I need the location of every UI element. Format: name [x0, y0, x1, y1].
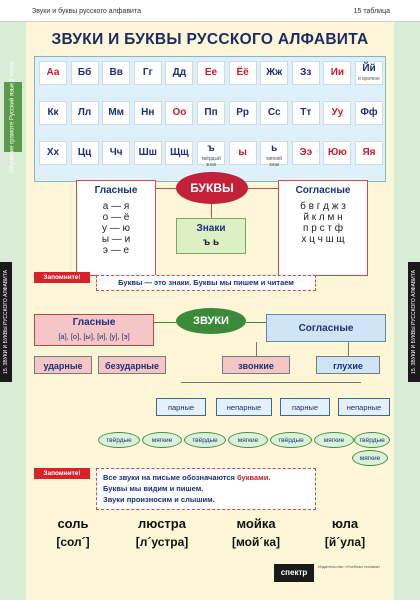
alphabet-letter: [355, 61, 383, 85]
stressed-tag: ударные: [34, 356, 92, 374]
alphabet-letter: [102, 61, 130, 85]
alphabet-letter: [71, 101, 99, 125]
word-text: мойка: [236, 516, 276, 531]
connector-line: [348, 342, 349, 356]
sounds-center-oval: ЗВУКИ: [176, 308, 246, 334]
left-edge-label: [0, 262, 12, 382]
letter-text: Сс: [267, 107, 281, 118]
letter-text: Нн: [141, 107, 155, 118]
vowel-sounds-title: Гласные: [72, 317, 116, 328]
hard-oval-3: твёрдые: [270, 432, 312, 448]
vowel-sounds-banner: [34, 314, 154, 346]
letter-note: твёрдый знак: [201, 156, 221, 168]
main-area: [26, 22, 394, 600]
consonant-letters-box: [278, 180, 368, 276]
letter-text: Пп: [204, 107, 218, 118]
alphabet-letter: [292, 141, 320, 165]
connector-line: [211, 204, 212, 218]
remember-text-2: [96, 468, 316, 510]
alphabet-letter: [355, 141, 383, 165]
alphabet-letter: [71, 61, 99, 85]
header: [0, 0, 420, 22]
word-text: люстра: [138, 516, 186, 531]
vowel-sounds-list: [а], [о], [ы], [и], [у], [э]: [58, 332, 130, 341]
letter-text: Жж: [266, 67, 283, 78]
alphabet-letter: [165, 101, 193, 125]
consonant-letters-list: б в г д ж з й к л м н п р с т ф х ц ч ш щ: [300, 201, 346, 245]
soft-oval-4: мягкие: [352, 450, 388, 466]
page-title: ЗВУКИ И БУКВЫ РУССКОГО АЛФАВИТА: [51, 31, 369, 48]
unstressed-tag: безударные: [98, 356, 166, 374]
unpaired-pill-1: непарные: [216, 398, 272, 416]
example-word: [122, 516, 202, 549]
alphabet-letter: [292, 101, 320, 125]
letters-center-oval: БУКВЫ: [176, 172, 248, 204]
alphabet-letter: [292, 61, 320, 85]
connector-line: [181, 382, 361, 383]
letter-text: Цц: [77, 147, 92, 158]
consonant-letters-title: Согласные: [295, 185, 351, 196]
alphabet-letter: [229, 61, 257, 85]
remember2-line1b: буквами.: [237, 473, 271, 482]
word-transcription: [мой´ка]: [231, 535, 281, 549]
letter-text: Уу: [331, 107, 344, 118]
signs-title: Знаки: [196, 223, 226, 234]
paired-pill-2: парные: [280, 398, 330, 416]
letter-text: Ээ: [299, 147, 313, 158]
vowel-letters-box: [76, 180, 156, 276]
hard-oval-1: твёрдые: [98, 432, 140, 448]
publisher-logo: спектр: [274, 564, 314, 582]
letter-text: Щщ: [170, 147, 189, 158]
letter-text: ъ: [207, 143, 215, 154]
alphabet-letter: [197, 61, 225, 85]
letter-text: Шш: [138, 147, 157, 158]
alphabet-letter: [39, 101, 67, 125]
word-text: юла: [331, 516, 359, 531]
letter-text: Аа: [46, 67, 60, 78]
letter-text: Бб: [77, 67, 92, 78]
letter-text: Лл: [77, 107, 92, 118]
letter-text: Гг: [142, 67, 153, 78]
letter-text: Ее: [204, 67, 218, 78]
remember2-line2: Буквы мы видим и пишем.: [103, 484, 204, 493]
letter-text: Хх: [46, 147, 60, 158]
soft-oval-2: мягкие: [228, 432, 268, 448]
header-table-number: 15 таблица: [353, 8, 390, 15]
letter-text: Юю: [327, 147, 347, 158]
voiceless-tag: глухие: [316, 356, 380, 374]
letter-text: Фф: [360, 107, 378, 118]
left-edge-text: 15. ЗВУКИ И БУКВЫ РУССКОГО АЛФАВИТА: [3, 270, 9, 374]
letter-text: Тт: [300, 107, 312, 118]
letter-text: Мм: [108, 107, 125, 118]
alphabet-letter: [134, 101, 162, 125]
consonant-sounds-title: Согласные: [298, 323, 354, 334]
alphabet-letter: [323, 61, 351, 85]
letter-text: Яя: [362, 147, 376, 158]
remember-text-1: Буквы — это знаки. Буквы мы пишем и читаем: [96, 275, 316, 291]
letter-text: Оо: [172, 107, 187, 118]
alphabet-letter: [229, 141, 257, 165]
remember2-line3: Звуки произносим и слышим.: [103, 495, 215, 504]
right-band: [394, 22, 420, 600]
alphabet-letter: [165, 141, 193, 165]
letter-text: Чч: [109, 147, 123, 158]
right-edge-text: 15. ЗВУКИ И БУКВЫ РУССКОГО АЛФАВИТА: [411, 270, 417, 374]
hard-oval-4: твёрдые: [354, 432, 390, 448]
letter-note: и краткое: [358, 76, 380, 82]
alphabet-letter: [134, 141, 162, 165]
connector-line: [156, 188, 176, 189]
alphabet-letter: [323, 101, 351, 125]
alphabet-letter: [323, 141, 351, 165]
letter-text: Вв: [109, 67, 123, 78]
alphabet-letter: [355, 101, 383, 125]
signs-letters: ъ ь: [202, 237, 220, 248]
word-transcription: [л´устра]: [135, 535, 189, 549]
example-word: [310, 516, 380, 549]
consonant-sounds-banner: [266, 314, 386, 342]
alphabet-letter: [134, 61, 162, 85]
letter-text: Дд: [172, 67, 187, 78]
letter-text: Кк: [47, 107, 59, 118]
word-transcription: [й´ула]: [324, 535, 366, 549]
word-text: соль: [57, 516, 89, 531]
soft-oval-1: мягкие: [142, 432, 182, 448]
letter-text: Ёё: [236, 67, 249, 78]
publisher-text: Издательство «Учебная техника»: [318, 564, 381, 569]
signs-box: [176, 218, 246, 254]
remember2-line1a: Все звуки на письме обозначаются: [103, 473, 238, 482]
connector-line: [256, 342, 257, 356]
remember-label-2: Запомните!: [34, 468, 90, 479]
alphabet-letter: [260, 61, 288, 85]
soft-oval-3: мягкие: [314, 432, 354, 448]
letter-text: ы: [238, 147, 247, 158]
remember-label-1: Запомните!: [34, 272, 90, 283]
left-vertical-label: [4, 60, 22, 174]
letter-text: ь: [271, 143, 278, 154]
voiced-tag: звонкие: [222, 356, 290, 374]
vowel-letter-pairs: а — я о — ё у — ю ы — и э — е: [101, 201, 131, 256]
letter-note: мягкий знак: [266, 156, 283, 168]
hard-oval-2: твёрдые: [184, 432, 226, 448]
example-word: [216, 516, 296, 549]
paired-pill-1: парные: [156, 398, 206, 416]
alphabet-letter: [197, 101, 225, 125]
alphabet-letter: [102, 101, 130, 125]
left-band: [0, 22, 26, 600]
right-edge-label: [408, 262, 420, 382]
example-word: [38, 516, 108, 549]
alphabet-letter: [197, 141, 225, 168]
alphabet-letter: [71, 141, 99, 165]
alphabet-letter: [39, 141, 67, 165]
header-title: Звуки и буквы русского алфавита: [32, 8, 141, 15]
letter-text: Рр: [236, 107, 249, 118]
connector-line: [154, 322, 176, 323]
alphabet-letter: [165, 61, 193, 85]
left-vertical-text: Обучение грамоте Русский язык 2 класс: [9, 60, 16, 174]
alphabet-table: [34, 56, 386, 182]
alphabet-letter: [260, 141, 288, 168]
letter-text: Зз: [300, 67, 312, 78]
alphabet-letter: [39, 61, 67, 85]
letter-text: Йй: [362, 63, 376, 74]
letter-text: Ии: [330, 67, 345, 78]
connector-line: [248, 188, 278, 189]
connector-line: [246, 322, 266, 323]
unpaired-pill-2: непарные: [338, 398, 390, 416]
vowel-letters-title: Гласные: [94, 185, 138, 196]
alphabet-letter: [229, 101, 257, 125]
alphabet-letter: [102, 141, 130, 165]
word-transcription: [сол´]: [56, 535, 90, 549]
alphabet-letter: [260, 101, 288, 125]
